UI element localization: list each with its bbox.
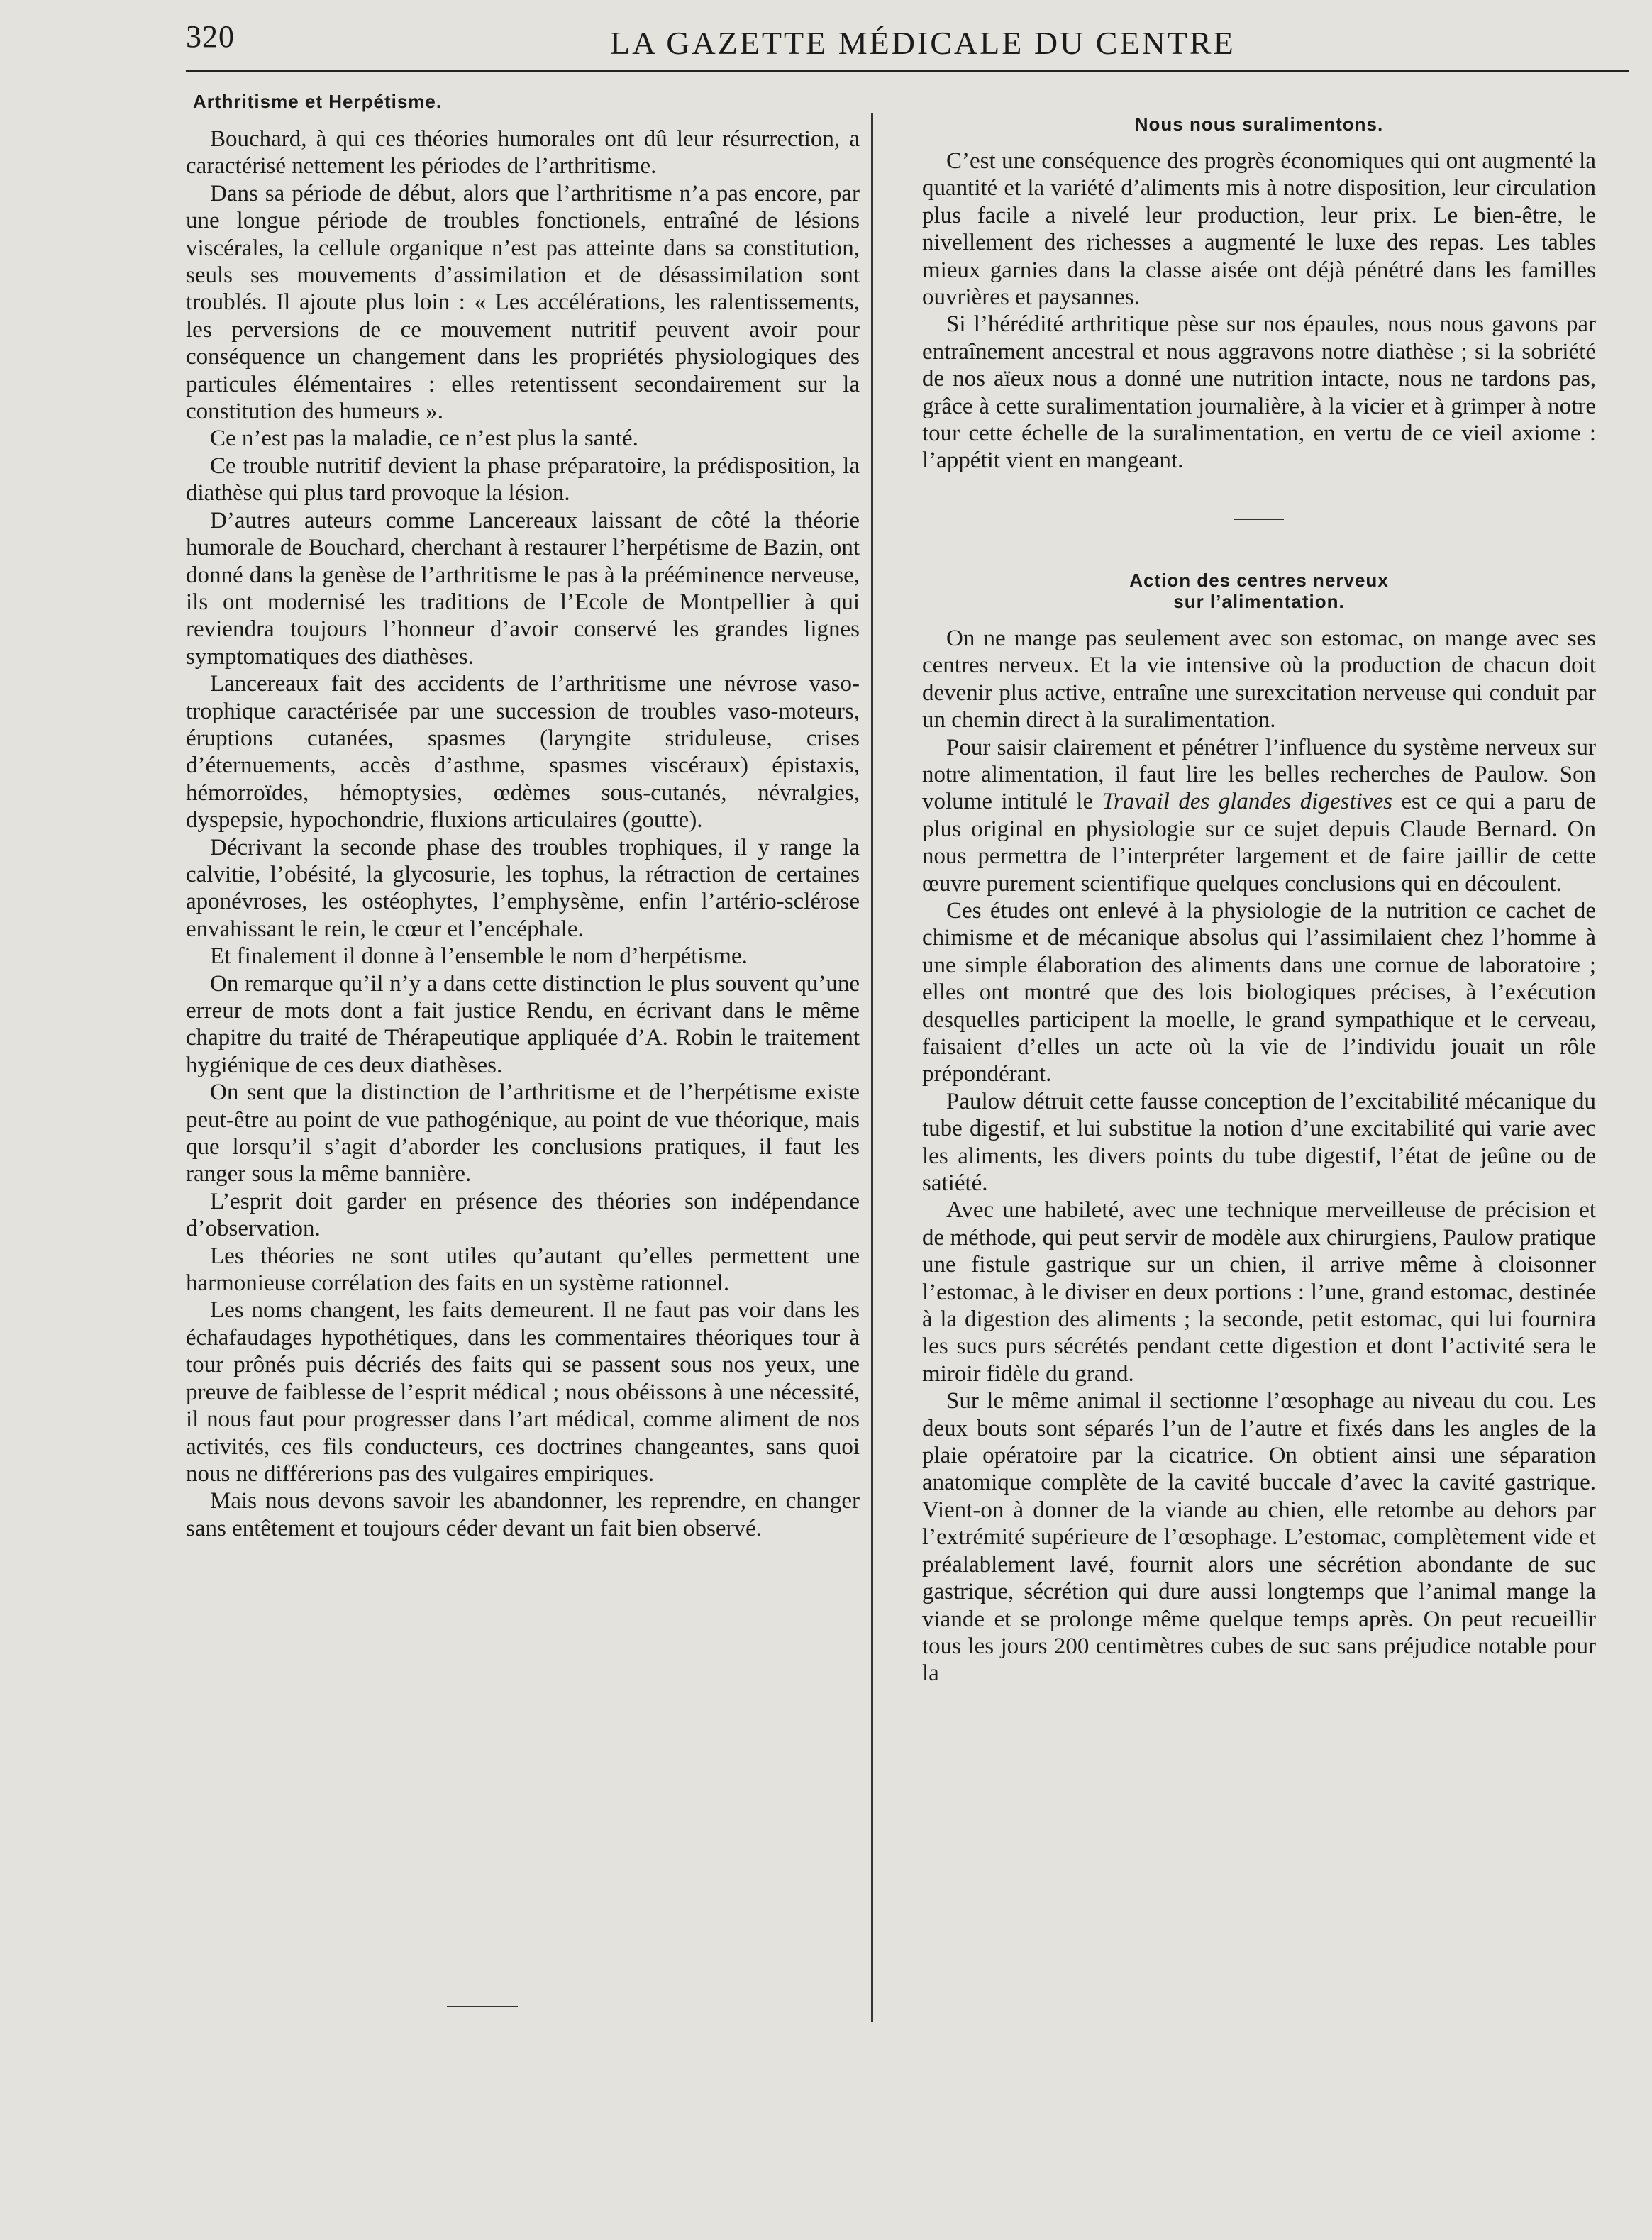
section-heading-suralimentation: Nous nous suralimentons. <box>1134 113 1384 135</box>
paragraph: L’esprit doit garder en présence des théories son indépendance d’observation. <box>186 1188 860 1242</box>
paragraph: Dans sa période de début, alors que l’arthritisme n’a pas encore, par une longue période de troubles fonctionels, entraîné de lésions viscérales, la cellule organique n’est pas atteinte dans sa constitution, seuls ses mouvements d’assimilation et de désassimilation sont troublés. Il ajoute plus loin : « Les accélérations, les ralentissements, les perversions de ce mouvement nutritif peuvent avoir pour conséquence un changement dans les propriétés physiologiques des particules élémentaires : elles retentissent secondairement sur la constitution des humeurs ». <box>186 180 860 425</box>
paragraph: Les théories ne sont utiles qu’autant qu’elles permettent une harmonieuse corrélation des faits en un système rationnel. <box>186 1243 860 1297</box>
paragraph <box>922 734 1596 897</box>
paragraph: Ces études ont enlevé à la physiologie de la nutrition ce cachet de chimisme et de mécanique absolus qui l’assimilaient chez l’homme à une simple élaboration des aliments dans une cornue de laboratoire ; elles ont montré que des lois biologiques précises, à l’exécution desquelles participent la moelle, le grand sympathique et le cerveau, faisaient d’elles un acte où la vie de l’individu jouait un rôle prépondérant. <box>922 897 1596 1087</box>
section-heading-line: Action des centres nerveux <box>1129 569 1389 591</box>
section-separator <box>1234 519 1284 520</box>
book-title: Travail des glandes digestives <box>1102 789 1392 815</box>
text-run: est ce qui a paru de plus original en physiologie sur ce sujet depuis Claude Bernard. On nous permettra de l’interpréter largement et de faire jaillir de cette œuvre purement scientifique quelques conclusions qui en découlent. <box>922 789 1596 897</box>
paragraph: Avec une habileté, avec une technique merveilleuse de précision et de méthode, qui peut servir de modèle aux chirurgiens, Paulow pratique une fistule gastrique sur un chien, il arrive même à cloisonner l’estomac, à le diviser en deux portions : l’une, grand estomac, destinée à la digestion des aliments ; la seconde, petit estomac, qui lui fournira les sucs purs sécrétés pendant cette digestion et dont l’activité sera le miroir fidèle du grand. <box>922 1197 1596 1387</box>
page-number: 320 <box>186 19 235 54</box>
paragraph: Décrivant la seconde phase des troubles trophiques, il y range la calvitie, l’obésité, la glycosurie, les tophus, la rétraction de certaines aponévroses, les ostéophytes, l’emphysème, enfin l’artério-sclérose envahissant le rein, le cœur et l’encéphale. <box>186 834 860 942</box>
paragraph: Mais nous devons savoir les abandonner, les reprendre, en changer sans entêtement et toujours céder devant un fait bien observé. <box>186 1488 860 1541</box>
paragraph: On sent que la distinction de l’arthritisme et de l’herpétisme existe peut-être au point de vue pathogénique, au point de vue théorique, mais que lorsqu’il s’agit d’aborder les conclusions pratiques, il faut les ranger sous la même bannière. <box>186 1080 860 1187</box>
section-end-rule <box>447 2006 518 2007</box>
paragraph: C’est une conséquence des progrès économiques qui ont augmenté la quantité et la variété d’aliments mis à notre disposition, leur circulation plus facile a nivelé leur production, leur prix. Le bien-être, le nivellement des richesses a augmenté le luxe des repas. Les tables mieux garnies dans la classe aisée ont déjà pénétré dans les familles ouvrières et paysannes. <box>922 148 1596 311</box>
section-heading-arthritisme: Arthritisme et Herpétisme. <box>193 91 443 112</box>
paragraph: Ce n’est pas la maladie, ce n’est plus la santé. <box>210 426 638 452</box>
paragraph: On ne mange pas seulement avec son estomac, on mange avec ses centres nerveux. Et la vie intensive où la production de chacun doit devenir plus active, entraîne une surexcitation nerveuse qui conduit par un chemin direct à la suralimentation. <box>922 625 1596 733</box>
column-divider <box>871 113 873 2022</box>
section-heading-centres-nerveux <box>922 570 1596 612</box>
section-heading-line: sur l’alimentation. <box>1173 590 1345 612</box>
right-column <box>922 113 1596 1687</box>
paragraph: Les noms changent, les faits demeurent. Il ne faut pas voir dans les échafaudages hypothétiques, dans les commentaires théoriques tour à tour prônés puis décriés des faits qui se passent sous nos yeux, une preuve de faiblesse de l’esprit médical ; nous obéissons à une nécessité, il nous faut pour progresser dans l’art médical, comme aliment de nos activités, ces fils conducteurs, ces doctrines changeantes, sans quoi nous ne différerions pas des vulgaires empiriques. <box>186 1297 860 1487</box>
text-run: Pour saisir clairement et pénétrer l’influence du système nerveux sur notre alimentation, il faut lire les belles recherches de Paulow. Son volume intitulé le <box>922 734 1596 815</box>
paragraph: Et finalement il donne à l’ensemble le nom d’herpétisme. <box>210 943 748 970</box>
paragraph: Bouchard, à qui ces théories humorales ont dû leur résurrection, a caractérisé nettement les périodes de l’arthritisme. <box>186 126 860 179</box>
paragraph: Lancereaux fait des accidents de l’arthritisme une névrose vaso-trophique caractérisée par une succession de troubles vaso-moteurs, éruptions cutanées, spasmes (laryngite striduleuse, crises d’éternuements, accès d’asthme, spasmes viscéraux) épistaxis, hémorroïdes, hémoptysies, œdèmes sous-cutanés, névralgies, dyspepsie, hypochondrie, fluxions articulaires (goutte). <box>186 671 860 833</box>
header-rule <box>186 70 1629 72</box>
running-title: LA GAZETTE MÉDICALE DU CENTRE <box>610 25 1236 61</box>
paragraph: Ce trouble nutritif devient la phase préparatoire, la prédisposition, la diathèse qui plus tard provoque la lésion. <box>186 453 860 506</box>
paragraph: Si l’hérédité arthritique pèse sur nos épaules, nous nous gavons par entraînement ancestral et nous aggravons notre diathèse ; si la sobriété de nos aïeux nous a donné une nutrition intacte, nous ne tardons pas, grâce à cette suralimentation journalière, à la vicier et à grimper à notre tour cette échelle de la suralimentation, en vertu de ce vieil axiome : l’appétit vient en mangeant. <box>922 311 1596 474</box>
paragraph: Sur le même animal il sectionne l’œsophage au niveau du cou. Les deux bouts sont séparés l’un de l’autre et fixés dans les angles de la plaie opératoire par la cicatrice. On obtient ainsi une séparation anatomique complète de la cavité buccale d’avec la cavité gastrique. Vient-on à donner de la viande au chien, elle retombe au dehors par l’extrémité supérieure de l’œsophage. L’estomac, complètement vide et préalablement lavé, fournit alors une sécrétion abondante de suc gastrique, sécrétion qui dure aussi longtemps que l’animal mange la viande et se prolonge même quelque temps après. On peut recueillir tous les jours 200 centimètres cubes de suc sans préjudice notable pour la <box>922 1388 1596 1687</box>
paragraph: D’autres auteurs comme Lancereaux laissant de côté la théorie humorale de Bouchard, cherchant à restaurer l’herpétisme de Bazin, ont donné dans la genèse de l’arthritisme le pas à la prééminence nerveuse, ils ont modernisé les traditions de l’Ecole de Montpellier à qui reviendra toujours l’honneur d’avoir conservé les grandes lignes symptomatiques des diathèses. <box>186 507 860 670</box>
paragraph: On remarque qu’il n’y a dans cette distinction le plus souvent qu’une erreur de mots dont a fait justice Rendu, en écrivant dans le même chapitre du traité de Thérapeutique appliquée d’A. Robin le traitement hygiénique de ces deux diathèses. <box>186 970 860 1078</box>
left-column <box>186 91 860 1542</box>
paragraph: Paulow détruit cette fausse conception de l’excitabilité mécanique du tube digestif, et lui substitue la notion d’une excitabilité qui varie avec les aliments, les divers points du tube digestif, l’état de jeûne ou de satiété. <box>922 1088 1596 1196</box>
